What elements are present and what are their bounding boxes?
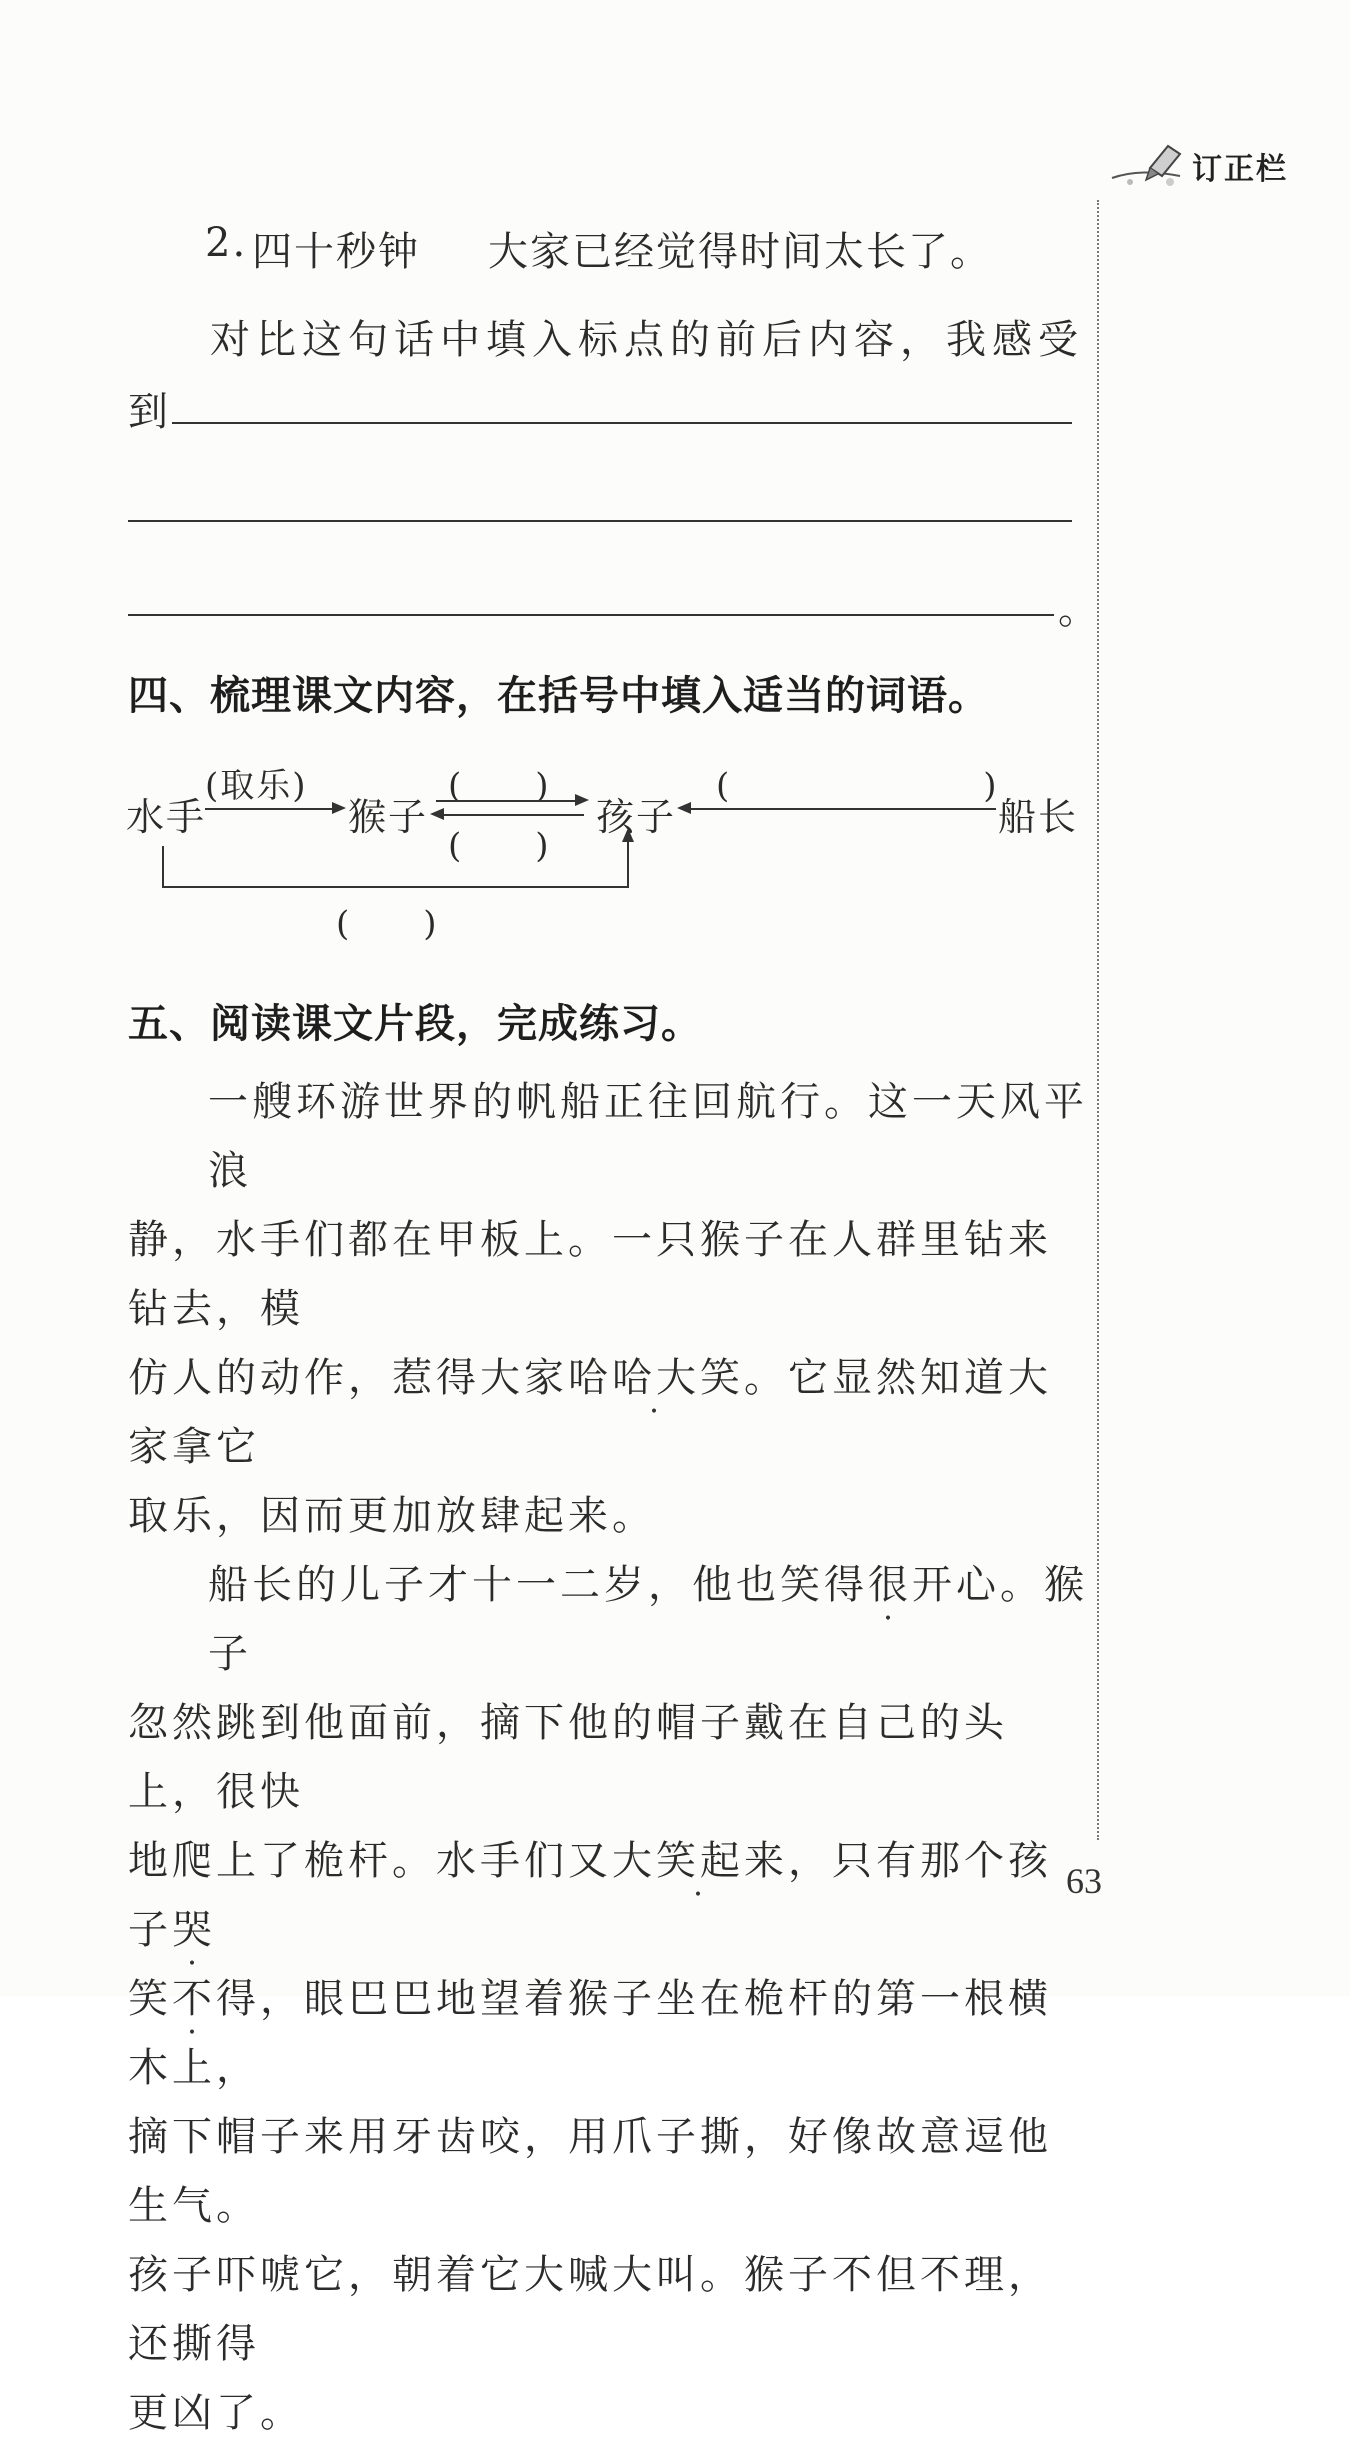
label-sailor-monkey: (取乐) — [205, 766, 308, 806]
arrow-head-up — [622, 828, 634, 842]
answer-line-2[interactable] — [128, 520, 1072, 522]
node-child: 孩子 — [596, 795, 677, 839]
arrow-child-to-monkey — [444, 814, 584, 816]
p2-line6: 孩子吓唬它，朝着它大喊大叫。猴子不但不理，还撕得 — [128, 2252, 1052, 2367]
p1-line3: 仿人的动作，惹得大家哈哈大笑。它显然知道大家拿它 — [128, 1355, 1052, 1470]
node-captain: 船长 — [998, 795, 1079, 839]
node-sailor: 水手 — [126, 795, 207, 839]
emphasized-phrase: 大笑起来 — [612, 1838, 788, 1884]
arrow-sailor-to-monkey — [205, 808, 333, 810]
arrow-head-left — [677, 802, 691, 814]
p1-line2: 静，水手们都在甲板上。一只猴子在人群里钻来钻去，模 — [128, 1217, 1052, 1332]
page-number: 63 — [1066, 1861, 1102, 1901]
arrow-head-right — [575, 794, 589, 806]
arrow-captain-to-child — [690, 808, 996, 810]
answer-line-1[interactable] — [172, 422, 1072, 424]
section4-title: 四、梳理课文内容，在括号中填入适当的词语。 — [128, 673, 989, 719]
prompt-line1: 对比这句话中填入标点的前后内容，我感受 — [210, 317, 1084, 363]
item2-number: 2. — [205, 220, 248, 266]
blank-child-to-monkey[interactable]: ( ) — [448, 826, 551, 866]
arrow-head-right — [332, 802, 346, 814]
p2-line1: 船长的儿子才十一二岁，他也笑得很开心 •。猴子 — [128, 1551, 1088, 1689]
arrow-head-left — [430, 808, 444, 820]
bracket-bottom — [162, 886, 628, 888]
p2-line5: 摘下帽子来用牙齿咬，用爪子撕，好像故意逗他生气。 — [128, 2114, 1052, 2229]
p2-line7: 更凶了。 — [128, 2390, 304, 2436]
emphasized-phrase: 笑不得 — [128, 1976, 260, 2022]
blank-captain-to-child[interactable]: ( ) — [716, 766, 999, 806]
blank-sailor-to-child[interactable]: ( ) — [336, 904, 439, 944]
blank-monkey-to-child[interactable]: ( ) — [448, 766, 551, 806]
p1-line1: 一艘环游世界的帆船正往回航行。这一天风平浪 — [208, 1079, 1088, 1194]
emphasized-phrase: 笑得很开心 • — [780, 1562, 1000, 1608]
prompt-line2: 到 — [128, 389, 170, 435]
answer-end-mark: 。 — [1058, 587, 1100, 633]
item2-rest: 大家已经觉得时间太长了。 — [488, 229, 992, 275]
p1-line4: 取乐，因而更加放肆起来。 — [128, 1493, 656, 1539]
reading-passage — [128, 1068, 1088, 2448]
answer-line-3[interactable] — [128, 614, 1054, 616]
correction-column-divider — [1097, 200, 1099, 1840]
p2-line2: 忽然跳到他面前，摘下他的帽子戴在自己的头上，很快 — [128, 1700, 1008, 1815]
section5-title: 五、阅读课文片段，完成练习。 — [128, 1001, 702, 1047]
arrow-monkey-to-child — [436, 800, 576, 802]
node-monkey: 猴子 — [348, 795, 429, 839]
pencil-icon — [1110, 138, 1190, 190]
p2-line3: 地爬上了桅杆。水手们又大笑起来，只有那个孩子哭 — [128, 1838, 1052, 1953]
item2-phrase: 四十秒钟 — [252, 229, 420, 275]
p2-line4: 笑不得，眼巴巴地望着猴子坐在桅杆的第一根横木上， — [128, 1976, 1052, 2091]
correction-label: 订正栏 — [1192, 152, 1288, 187]
emphasized-phrase: 哈哈大笑 — [568, 1355, 744, 1401]
bracket-left-leg — [162, 846, 164, 886]
emphasized-phrase: 哭 — [172, 1907, 216, 1953]
bracket-right-leg — [627, 838, 629, 888]
